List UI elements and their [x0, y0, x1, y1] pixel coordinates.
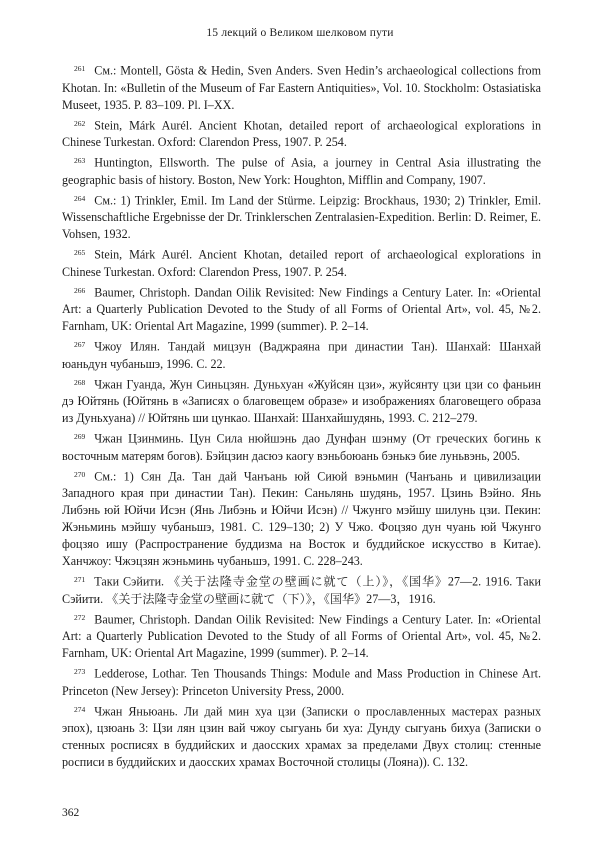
footnote-text: Чжан Яньюань. Ли дай мин хуа цзи (Записки о прославленных мастерах разных эпох), цзюань 3: Цзи лян цзин вай чжоу сыгуань би хуа: Дунду сыгуань бихуа (Записки о стенных росписях в буддийских и даосских храмах за пределами Двух столиц: стенные росписи в буддийских и даосских храмах Восточной столицы (Лояна)). С. 132.	[62, 704, 541, 769]
footnote-number: 266	[74, 285, 86, 295]
footnote-number: 267	[74, 340, 86, 349]
footnote-number: 271	[74, 575, 86, 584]
footnote	[62, 374, 541, 428]
footnotes-list	[62, 60, 541, 772]
footnote-number: 265	[74, 248, 86, 257]
footnote-text: Baumer, Christoph. Dandan Oilik Revisited: New Findings a Century Later. In: «Oriental Art: a Quarterly Publication Devoted to the Study of all Forms of Oriental Art», vol. 45, №2. Farnham, UK: Oriental Art Magazine, 1999 (summer). P. 2–14.	[62, 612, 541, 660]
footnote	[62, 466, 541, 571]
footnote-text: Чжан Гуанда, Жун Синьцзян. Дуньхуан «Жуйсян цзи», жуйсянту цзи цзи со фаньин дэ Юйтянь (Юйтянь в «Записях о благовещем образе» и изображениях благовещего образа из Дуньхуана) // Юйтянь ши цункао. Шанхай: Шанхайшудянь, 1993. С. 212–279.	[62, 377, 541, 425]
footnote	[62, 609, 541, 663]
footnote-text: Stein, Márk Aurél. Ancient Khotan, detailed report of archaeological explorations in Chinese Turkestan. Oxford: Clarendon Press, 1907. P. 254.	[62, 118, 541, 149]
footnote-text: Huntington, Ellsworth. The pulse of Asia, a journey in Central Asia illustrating the geographic basis of history. Boston, New York: Houghton, Mifflin and Company, 1907.	[62, 155, 541, 187]
footnote-number: 274	[74, 704, 86, 714]
footnote	[62, 701, 541, 772]
footnote	[62, 282, 541, 336]
page-number: 362	[62, 807, 80, 819]
footnote-text: См.: Montell, Gösta & Hedin, Sven Anders. Sven Hedin’s archaeological collections from Khotan. In: «Bulletin of the Museum of Far Eastern Antiquities», Vol. 10. Stockholm: Ostasiatiska Museet, 1935. P. 83–109. Pl. I–XX.	[62, 63, 541, 112]
footnote-text: См.: 1) Сян Да. Тан дай Чанъань юй Сиюй вэньмин (Чанъань и цивилизации Западного края при династии Тан). Пекин: Саньлянь шудянь, 1957. Цзинь Вэйно. Янь Либэнь юй Юйчи Исэн (Янь Либэнь и Юйчи Исэн) // Чжунго мэйшу шилунь цзи. Пекин: Жэньминь мэйшу чубаньшэ, 1981. С. 129–130; 2) У Чжо. Фоцзяо дун чуань юй Чжунго фоцзяо ишу (Распространение буддизма на Восток и буддийское искусство в Китае). Ханчжоу: Чжэцзян жэньминь чубаньшэ, 1991. С. 228–243.	[62, 469, 541, 568]
footnote-number: 270	[74, 469, 86, 479]
footnote-number: 269	[74, 432, 86, 441]
footnote-text: См.: 1) Trinkler, Emil. Im Land der Stürme. Leipzig: Brockhaus, 1930; 2) Trinkler, Emil. Wissenschaftliche Ergebnisse der Dr. Trinklerschen Zentralasien-Expedition. Berlin: D. Reimer, E. Vohsen, 1932.	[62, 193, 541, 241]
footnote	[62, 336, 541, 373]
footnote-text: Таки Сэйити. 《关于法隆寺金堂の壁画に就て（上）》，《国华》27—2. 1916. Таки Сэйити. 《关于法隆寺金堂の壁画に就て（下）》，《国华》27—3，1916.	[62, 574, 541, 606]
footnote-number: 262	[74, 118, 86, 128]
footnote-number: 272	[74, 612, 86, 622]
footnote-number: 268	[74, 377, 86, 387]
footnote-text: Чжоу Илян. Тандай мицзун (Ваджраяна при династии Тан). Шанхай: Шанхай юаньдун чубаньшэ, 1996. С. 22.	[62, 339, 541, 371]
footnote	[62, 244, 541, 281]
footnote	[62, 571, 541, 608]
running-header: 15 лекций о Великом шелковом пути	[206, 27, 394, 39]
footnote-number: 263	[74, 156, 86, 165]
footnote-text: Stein, Márk Aurél. Ancient Khotan, detailed report of archaeological explorations in Chinese Turkestan. Oxford: Clarendon Press, 1907. P. 254.	[62, 247, 541, 279]
footnote	[62, 190, 541, 244]
footnote-number: 261	[74, 64, 86, 73]
footnote-number: 264	[74, 193, 86, 203]
footnote-number: 273	[74, 667, 86, 676]
footnote-text: Чжан Цзинминь. Цун Сила нюйшэнь дао Дунфан шэнму (От греческих богинь к восточным матерям богов). Бэйцзин дасюэ каогу вэньбоюань бэнькэ бие луньвэнь, 2005.	[62, 431, 541, 463]
footnote	[62, 152, 541, 189]
footnote-text: Ledderose, Lothar. Ten Thousands Things: Module and Mass Production in Chinese Art. Princeton (New Jersey): Princeton University Press, 2000.	[62, 666, 541, 698]
footnote-text: Baumer, Christoph. Dandan Oilik Revisited: New Findings a Century Later. In: «Oriental Art: a Quarterly Publication Devoted to the Study of all Forms of Oriental Art», vol. 45, №2. Farnham, UK: Oriental Art Magazine, 1999 (summer). P. 2–14.	[62, 285, 541, 333]
footnote	[62, 663, 541, 700]
footnote	[62, 60, 541, 114]
footnote	[62, 428, 541, 465]
footnote	[62, 115, 541, 152]
